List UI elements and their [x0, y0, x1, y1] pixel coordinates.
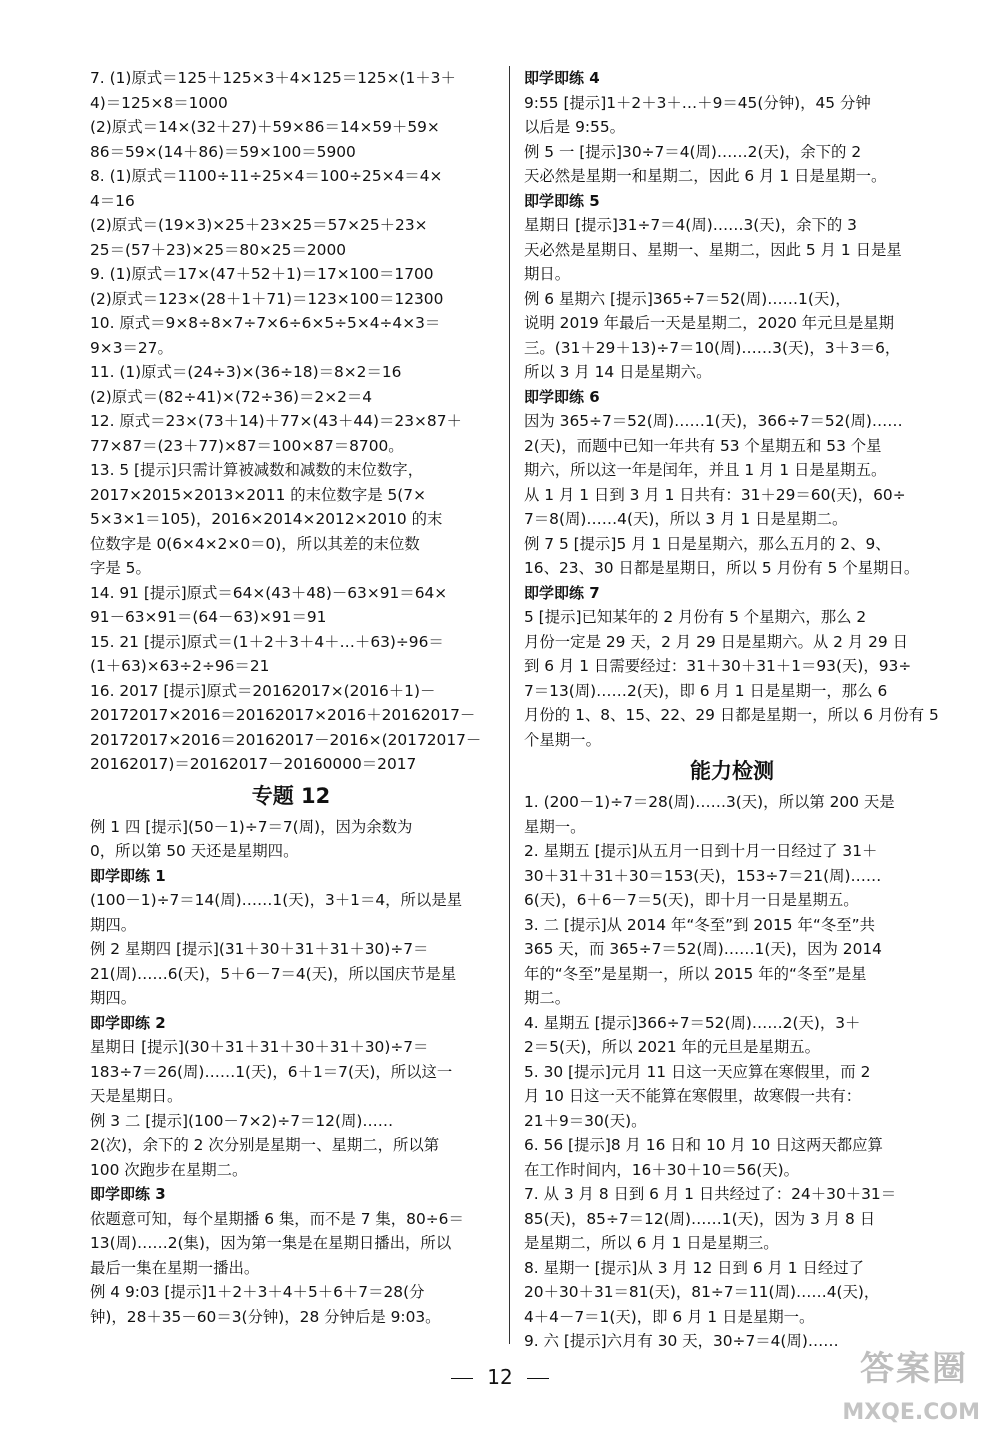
text-line: 年的“冬至”是星期一，所以 2015 年的“冬至”是星 — [524, 964, 867, 983]
text-line: 天必然是星期一和星期二，因此 6 月 1 日是星期一。 — [524, 167, 887, 185]
text-line: 例 5 一 [提示]30÷7＝4(周)……2(天)，余下的 2 — [524, 142, 862, 161]
text-line: 期四。 — [90, 915, 137, 934]
practice-heading: 即学即练 5 — [524, 191, 600, 210]
text-line: 字是 5。 — [90, 559, 151, 577]
text-line: 天必然是星期日、星期一、星期二，因此 5 月 1 日是星 — [524, 240, 902, 259]
text-line: 7＝13(周)……2(天)，即 6 月 1 日是星期一，那么 6 — [524, 681, 888, 700]
left-column — [90, 66, 492, 1329]
practice-heading: 即学即练 6 — [524, 387, 600, 406]
text-line: 因为 365÷7＝52(周)……1(天)，366÷7＝52(周)…… — [524, 412, 903, 430]
text-line: 85(天)，85÷7＝12(周)……1(天)，因为 3 月 8 日 — [524, 1209, 876, 1228]
text-line: 到 6 月 1 日需要经过：31＋30＋31＋1＝93(天)，93÷ — [524, 657, 912, 675]
text-line: 21(周)……6(天)，5＋6－7＝4(天)，所以国庆节是星 — [90, 964, 457, 983]
text-line: 0，所以第 50 天还是星期四。 — [90, 842, 299, 860]
text-line: 9×3＝27。 — [90, 338, 173, 357]
text-line: 91－63×91＝(64－63)×91＝91 — [90, 608, 327, 626]
practice-heading: 即学即练 4 — [524, 69, 600, 87]
text-line: 20172017×2016＝20162017－2016×(20172017－ — [90, 730, 482, 749]
text-line: 所以 3 月 14 日是星期六。 — [524, 363, 712, 381]
text-line: 2. 星期五 [提示]从五月一日到十月一日经过了 31＋ — [524, 842, 878, 860]
text-line: 4＋4－7＝1(天)，即 6 月 1 日是星期一。 — [524, 1307, 815, 1326]
footer-dash-left — [451, 1378, 473, 1379]
text-line: 星期日 [提示](30＋31＋31＋30＋31＋30)÷7＝ — [90, 1038, 429, 1056]
text-line: 8. (1)原式＝1100÷11÷25×4＝100÷25×4＝4× — [90, 167, 443, 185]
footer-dash-right — [527, 1378, 549, 1379]
text-line: 1. (200－1)÷7＝28(周)……3(天)，所以第 200 天是 — [524, 793, 895, 811]
text-line: 最后一集在星期一播出。 — [90, 1258, 260, 1277]
text-line: 77×87＝(23＋77)×87＝100×87＝8700。 — [90, 436, 404, 455]
ability-test-answers-block — [524, 790, 940, 1354]
practice-heading: 即学即练 1 — [90, 866, 166, 885]
text-line: 依题意可知，每个星期播 6 集，而不是 7 集，80÷6＝ — [90, 1209, 464, 1228]
text-line: (100－1)÷7＝14(周)……1(天)，3＋1＝4，所以是星 — [90, 891, 463, 909]
text-line: 2017×2015×2013×2011 的末位数字是 5(7× — [90, 485, 426, 504]
practice-heading: 即学即练 3 — [90, 1185, 166, 1203]
practice-examples-block — [524, 66, 940, 752]
text-line: 7. 从 3 月 8 日到 6 月 1 日共经过了：24＋30＋31＝ — [524, 1185, 897, 1203]
text-line: 在工作时间内，16＋30＋10＝56(天)。 — [524, 1160, 800, 1179]
right-column — [524, 66, 940, 1354]
text-line: 期四。 — [90, 989, 137, 1007]
section-heading-topic-12: 专题 12 — [251, 783, 331, 808]
text-line: 183÷7＝26(周)……1(天)，6＋1＝7(天)，所以这一 — [90, 1062, 453, 1081]
text-line: 20＋30＋31＝81(天)，81÷7＝11(周)……4(天)， — [524, 1283, 880, 1301]
text-line: 5×3×1＝105)，2016×2014×2012×2010 的末 — [90, 510, 443, 528]
text-line: 是星期二，所以 6 月 1 日是星期三。 — [524, 1234, 779, 1252]
practice-heading: 即学即练 7 — [524, 583, 600, 602]
text-line: 4＝16 — [90, 191, 135, 210]
column-divider — [509, 66, 510, 1344]
topic-12-examples-block — [90, 815, 492, 1330]
text-line: 例 2 星期四 [提示](31＋30＋31＋31＋30)÷7＝ — [90, 940, 429, 958]
text-line: 7. (1)原式＝125＋125×3＋4×125＝125×(1＋3＋ — [90, 69, 456, 87]
text-line: 10. 原式＝9×8÷8×7÷7×6÷6×5÷5×4÷4×3＝ — [90, 314, 441, 332]
text-line: 20172017×2016＝20162017×2016＋20162017－ — [90, 706, 476, 724]
text-line: 6. 56 [提示]8 月 16 日和 10 月 10 日这两天都应算 — [524, 1136, 883, 1154]
text-line: 说明 2019 年最后一天是星期二，2020 年元旦是星期 — [524, 314, 895, 332]
text-line: 14. 91 [提示]原式＝64×(43＋48)－63×91＝64× — [90, 583, 448, 602]
text-line: 2(天)，而题中已知一年共有 53 个星期五和 53 个星 — [524, 436, 882, 455]
text-line: 20162017)＝20162017－20160000＝2017 — [90, 755, 417, 773]
watermark-logo — [782, 1339, 982, 1425]
text-line: 365 天，而 365÷7＝52(周)……1(天)，因为 2014 — [524, 940, 882, 958]
watermark-text: 答案圈 — [860, 1349, 968, 1389]
text-line: 月份一定是 29 天，2 月 29 日是星期六。从 2 月 29 日 — [524, 632, 909, 651]
text-line: (2)原式＝123×(28＋1＋71)＝123×100＝12300 — [90, 289, 444, 308]
text-line: 30＋31＋31＋30＝153(天)，153÷7＝21(周)…… — [524, 866, 882, 885]
text-line: 9:55 [提示]1＋2＋3＋…＋9＝45(分钟)，45 分钟 — [524, 93, 871, 112]
text-line: 16. 2017 [提示]原式＝20162017×(2016＋1)－ — [90, 681, 436, 700]
text-line: 星期一。 — [524, 817, 586, 836]
text-line: 三。(31＋29＋13)÷7＝10(周)……3(天)，3＋3＝6， — [524, 338, 901, 357]
section-heading-ability-test: 能力检测 — [690, 759, 774, 783]
text-line: 例 6 星期六 [提示]365÷7＝52(周)……1(天)， — [524, 289, 851, 308]
text-line: 86＝59×(14＋86)＝59×100＝5900 — [90, 142, 356, 161]
text-line: 期二。 — [524, 989, 571, 1007]
text-line: 月 10 日这一天不能算在寒假里，故寒假一共有： — [524, 1087, 862, 1105]
text-line: 3. 二 [提示]从 2014 年“冬至”到 2015 年“冬至”共 — [524, 915, 875, 934]
text-line: 位数字是 0(6×4×2×0＝0)，所以其差的末位数 — [90, 534, 420, 553]
text-line: 100 次跑步在星期二。 — [90, 1160, 248, 1179]
text-line: (2)原式＝(19×3)×25＋23×25＝57×25＋23× — [90, 216, 428, 234]
text-line: 期六，所以这一年是闰年，并且 1 月 1 日是星期五。 — [524, 461, 887, 479]
text-line: 25＝(57＋23)×25＝80×25＝2000 — [90, 240, 347, 259]
answers-block-7-16 — [90, 66, 492, 777]
text-line: 期日。 — [524, 265, 571, 283]
text-line: 13(周)……2(集)，因为第一集是在星期日播出，所以 — [90, 1234, 452, 1252]
page-number: 12 — [487, 1365, 513, 1389]
text-line: 8. 星期一 [提示]从 3 月 12 日到 6 月 1 日经过了 — [524, 1258, 865, 1277]
text-line: 4. 星期五 [提示]366÷7＝52(周)……2(天)，3＋ — [524, 1013, 861, 1032]
text-line: 4)＝125×8＝1000 — [90, 93, 228, 112]
text-line: (2)原式＝14×(32＋27)＋59×86＝14×59＋59× — [90, 118, 440, 136]
text-line: 12. 原式＝23×(73＋14)＋77×(43＋44)＝23×87＋ — [90, 412, 462, 430]
text-line: 2(次)，余下的 2 次分别是星期一、星期二，所以第 — [90, 1136, 440, 1154]
text-line: 天是星期日。 — [90, 1087, 183, 1105]
text-line: 11. (1)原式＝(24÷3)×(36÷18)＝8×2＝16 — [90, 363, 402, 381]
text-line: 7＝8(周)……4(天)，所以 3 月 1 日是星期二。 — [524, 510, 848, 528]
text-line: 以后是 9:55。 — [524, 118, 626, 136]
text-line: 个星期一。 — [524, 730, 601, 749]
watermark-url: MXQE.COM — [842, 1400, 980, 1425]
text-line: 例 4 9:03 [提示]1＋2＋3＋4＋5＋6＋7＝28(分 — [90, 1283, 425, 1301]
text-line: 2＝5(天)，所以 2021 年的元旦是星期五。 — [524, 1038, 821, 1056]
text-line: 钟)，28＋35－60＝3(分钟)，28 分钟后是 9:03。 — [90, 1307, 441, 1326]
text-line: 21＋9＝30(天)。 — [524, 1111, 647, 1130]
text-line: 月份的 1、8、15、22、29 日都是星期一，所以 6 月份有 5 — [524, 706, 939, 724]
text-line: 星期日 [提示]31÷7＝4(周)……3(天)，余下的 3 — [524, 216, 857, 234]
text-line: 例 1 四 [提示](50－1)÷7＝7(周)，因为余数为 — [90, 817, 413, 836]
text-line: 6(天)，6＋6－7＝5(天)，即十月一日是星期五。 — [524, 891, 859, 909]
text-line: 例 7 5 [提示]5 月 1 日是星期六，那么五月的 2、9、 — [524, 534, 891, 553]
text-line: 9. (1)原式＝17×(47＋52＋1)＝17×100＝1700 — [90, 265, 434, 283]
text-line: 从 1 月 1 日到 3 月 1 日共有：31＋29＝60(天)，60÷ — [524, 485, 906, 504]
text-line: 16、23、30 日都是星期日，所以 5 月份有 5 个星期日。 — [524, 559, 920, 577]
text-line: 5. 30 [提示]元月 11 日这一天应算在寒假里，而 2 — [524, 1062, 871, 1081]
text-line: (2)原式＝(82÷41)×(72÷36)＝2×2＝4 — [90, 387, 373, 406]
text-line: 15. 21 [提示]原式＝(1＋2＋3＋4＋…＋63)÷96＝ — [90, 632, 444, 651]
text-line: 5 [提示]已知某年的 2 月份有 5 个星期六，那么 2 — [524, 608, 867, 626]
practice-heading: 即学即练 2 — [90, 1013, 166, 1032]
text-line: (1＋63)×63÷2÷96＝21 — [90, 657, 270, 675]
text-line: 13. 5 [提示]只需计算被减数和减数的末位数字， — [90, 461, 424, 479]
text-line: 例 3 二 [提示](100－7×2)÷7＝12(周)…… — [90, 1111, 394, 1130]
text-line: 9. 六 [提示]六月有 30 天，30÷7＝4(周)…… — [524, 1332, 839, 1350]
